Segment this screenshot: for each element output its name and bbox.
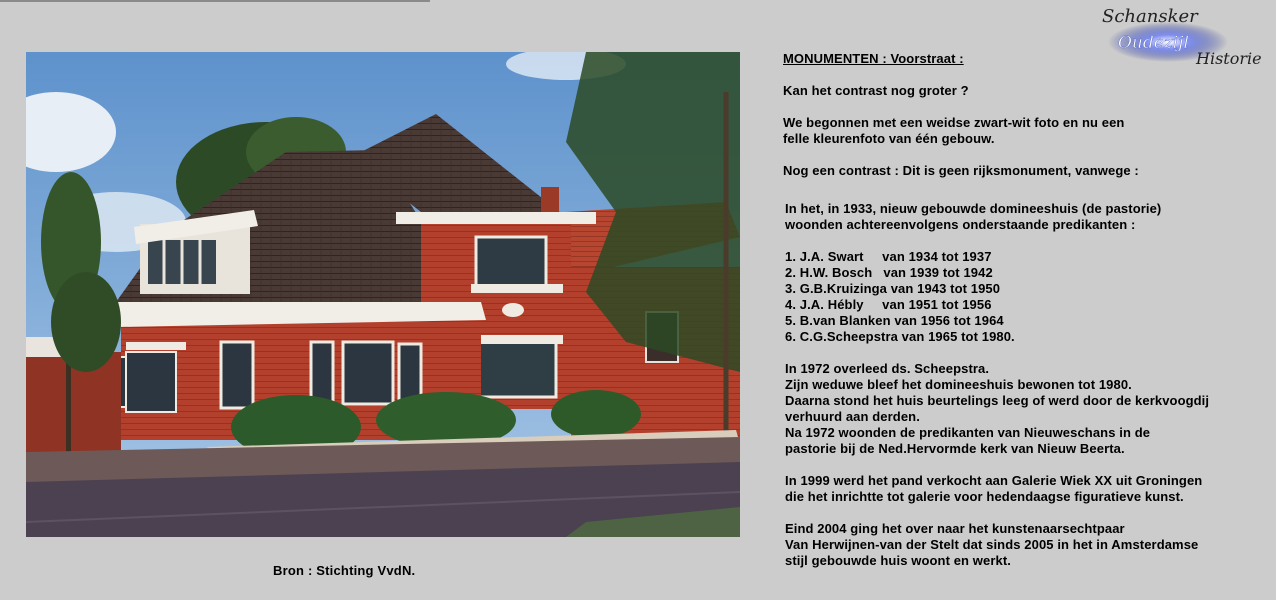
preacher-item: 3. G.B.Kruizinga van 1943 tot 1950 [785,281,1001,296]
paragraph-1972-line: verhuurd aan derden. [785,409,920,424]
history-line-2: woonden achtereenvolgens onderstaande predikanten : [785,217,1136,232]
site-logo[interactable] [1098,2,1273,68]
paragraph-1972-line: In 1972 overleed ds. Scheepstra. [785,361,990,376]
preacher-item: 2. H.W. Bosch van 1939 tot 1942 [785,265,993,280]
paragraph-2004-line: Eind 2004 ging het over naar het kunstenaarsechtpaar [785,521,1125,536]
question-text: Kan het contrast nog groter ? [783,83,969,98]
intro-line-1: We begonnen met een weidse zwart-wit foto en nu een [783,115,1125,130]
intro-line-2: felle kleurenfoto van één gebouw. [783,131,995,146]
paragraph-2004-line: stijl gebouwde huis woont en werkt. [785,553,1011,568]
preacher-item: 4. J.A. Hébly van 1951 tot 1956 [785,297,992,312]
paragraph-1999-line: In 1999 werd het pand verkocht aan Galerie Wiek XX uit Groningen [785,473,1203,488]
preacher-item: 1. J.A. Swart van 1934 tot 1937 [785,249,992,264]
logo-text-bottom: Historie [1196,49,1262,68]
page-heading: MONUMENTEN : Voorstraat : [783,51,964,66]
preacher-item: 6. C.G.Scheepstra van 1965 tot 1980. [785,329,1015,344]
paragraph-1972-line: pastorie bij de Ned.Hervormde kerk van Nieuw Beerta. [785,441,1125,456]
photo-caption: Bron : Stichting VvdN. [273,563,416,578]
paragraph-2004-line: Van Herwijnen-van der Stelt dat sinds 2005 in het in Amsterdamse [785,537,1199,552]
history-line-1: In het, in 1933, nieuw gebouwde domineeshuis (de pastorie) [785,201,1162,216]
house-photo [26,52,740,537]
logo-text-top: Schansker [1102,6,1198,27]
contrast-text: Nog een contrast : Dit is geen rijksmonument, vanwege : [783,163,1139,178]
paragraph-1972-line: Daarna stond het huis beurtelings leeg of werd door de kerkvoogdij [785,393,1210,408]
paragraph-1972-line: Na 1972 woonden de predikanten van Nieuweschans in de [785,425,1151,440]
paragraph-1972-line: Zijn weduwe bleef het domineeshuis bewonen tot 1980. [785,377,1132,392]
preacher-item: 5. B.van Blanken van 1956 tot 1964 [785,313,1004,328]
paragraph-1999-line: die het inrichtte tot galerie voor hedendaagse figuratieve kunst. [785,489,1184,504]
top-divider [0,0,430,2]
logo-text-middle: Oudezijl [1118,33,1189,53]
